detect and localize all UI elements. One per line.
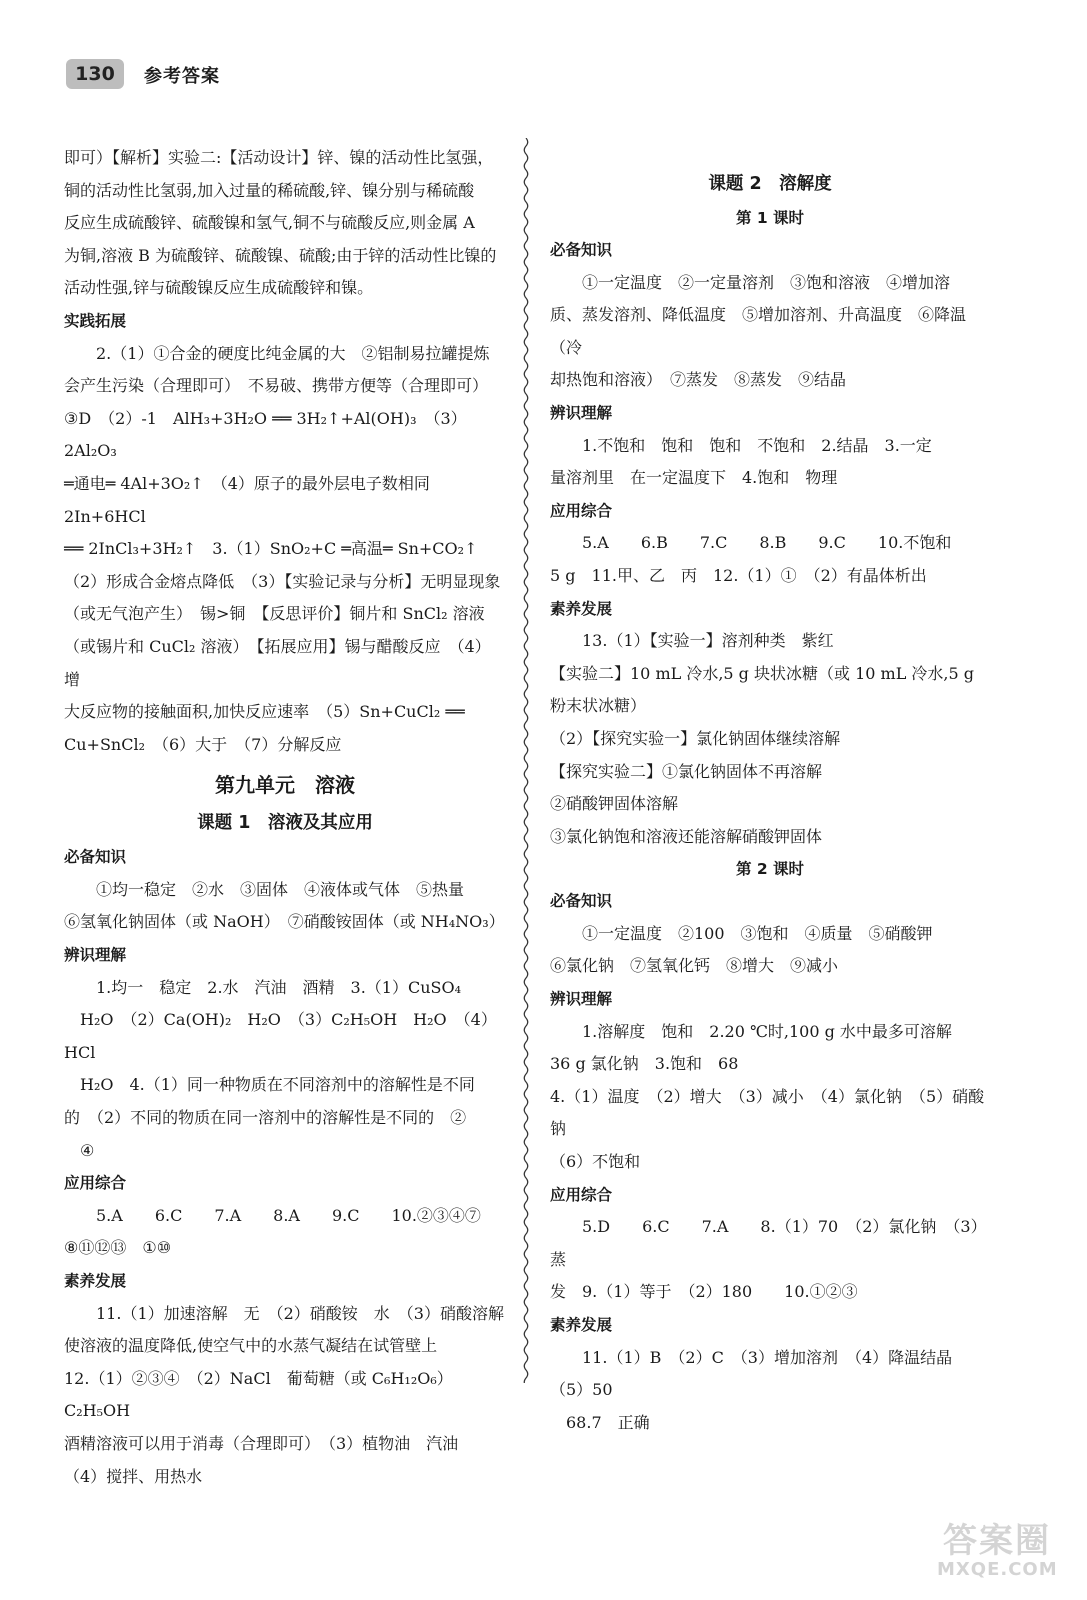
text-line: ①一定温度 ②100 ③饱和 ④质量 ⑤硝酸钾 xyxy=(582,923,933,943)
running-title: 参考答案 xyxy=(144,66,220,87)
section-heading: 必备知识 xyxy=(550,241,613,259)
column-divider xyxy=(521,138,531,1383)
text-line: ③D （2）-1 AlH₃+3H₂O ══ 3H₂↑+Al(OH)₃ （3）2Al₂O₃ xyxy=(64,408,467,461)
practice-block xyxy=(64,338,506,762)
text-line: （6）不饱和 xyxy=(550,1152,641,1172)
text-line: 活动性强,锌与硫酸镍反应生成硫酸锌和镍。 xyxy=(64,278,374,298)
section-heading: 素养发展 xyxy=(550,1316,613,1334)
text-line: 5 g 11.甲、乙 丙 12.（1）① （2）有晶体析出 xyxy=(550,565,927,585)
text-line: H₂O （2）Ca(OH)₂ H₂O （3）C₂H₅OH H₂O （4）HCl xyxy=(64,1010,497,1062)
text-line: 1.均一 稳定 2.水 汽油 酒精 3.（1）CuSO₄ xyxy=(96,977,462,997)
text-line: ⑥氯化钠 ⑦氢氧化钙 ⑧增大 ⑨减小 xyxy=(550,956,839,976)
text-line: ═通电═ 4Al+3O₂↑ （4）原子的最外层电子数相同 2In+6HCl xyxy=(64,473,446,526)
text-line: 11.（1）B （2）C （3）增加溶剂 （4）降温结晶 （5）50 xyxy=(550,1347,969,1400)
text-line: 1.溶解度 饱和 2.20 ℃时,100 g 水中最多可溶解 xyxy=(582,1021,952,1041)
text-line: 粉末状冰糖） xyxy=(550,696,647,716)
text-line: 的 （2）不同的物质在同一溶剂中的溶解性是不同的 ② xyxy=(64,1108,467,1128)
text-line: 4.（1）温度 （2）增大 （3）减小 （4）氯化钠 （5）硝酸钠 xyxy=(550,1086,985,1139)
text-line: H₂O 4.（1）同一种物质在不同溶剂中的溶解性是不同 xyxy=(80,1075,475,1095)
topic-title: 课题 2 溶解度 xyxy=(708,174,832,194)
text-line: Cu+SnCl₂ （6）大于 （7）分解反应 xyxy=(64,734,342,754)
section-heading: 辨识理解 xyxy=(64,946,127,965)
text-line: 13.（1）【实验一】溶剂种类 紫红 xyxy=(582,631,834,651)
text-line: 【实验二】10 mL 冷水,5 g 块状冰糖（或 10 mL 冷水,5 g xyxy=(550,663,975,683)
section-heading: 辨识理解 xyxy=(550,990,613,1009)
intro-block xyxy=(64,142,506,305)
watermark-bottom: MXQE.COM xyxy=(937,1559,1058,1580)
unit-title: 第九单元 溶液 xyxy=(215,773,355,798)
text-line: ⑥氢氧化钠固体（或 NaOH） ⑦硝酸铵固体（或 NH₄NO₃） xyxy=(64,912,505,932)
text-line: 1.不饱和 饱和 饱和 不饱和 2.结晶 3.一定 xyxy=(582,435,932,455)
section-heading: 必备知识 xyxy=(550,892,613,911)
text-line: 68.7 正确 xyxy=(566,1412,650,1432)
section-heading-practice: 实践拓展 xyxy=(64,311,127,330)
section-heading: 必备知识 xyxy=(64,848,127,867)
text-line: ⑧⑪⑫⑬ ①⑩ xyxy=(64,1238,172,1258)
text-line: 12.（1）②③④ （2）NaCl 葡萄糖（或 C₆H₁₂O₆） C₂H₅OH xyxy=(64,1368,461,1421)
text-line: 质、蒸发溶剂、降低温度 ⑤增加溶剂、升高温度 ⑥降温（冷 xyxy=(550,305,967,357)
text-line: 大反应物的接触面积,加快反应速率 （5）Sn+CuCl₂ ══ xyxy=(64,702,465,722)
text-line: ②硝酸钾固体溶解 xyxy=(550,794,679,814)
section-heading: 素养发展 xyxy=(64,1272,127,1290)
text-line: 会产生污染（合理即可） 不易破、携带方便等（合理即可） xyxy=(64,376,489,396)
text-line: （或无气泡产生） 锡>铜 【反思评价】铜片和 SnCl₂ 溶液 xyxy=(64,604,485,624)
section-heading: 应用综合 xyxy=(550,501,613,520)
text-line: ④ xyxy=(80,1140,95,1160)
watermark-top: 答案圈 xyxy=(943,1521,1051,1561)
text-line: （2）形成合金熔点降低 （3）【实验记录与分析】无明显现象 xyxy=(64,571,501,591)
text-line: 发 9.（1）等于 （2）180 10.①②③ xyxy=(550,1282,858,1302)
text-line: （4）搅拌、用热水 xyxy=(64,1466,203,1486)
topic-title: 课题 1 溶液及其应用 xyxy=(197,813,373,834)
text-line: 36 g 氯化钠 3.饱和 68 xyxy=(550,1054,739,1074)
text-line: ══ 2InCl₃+3H₂↑ 3.（1）SnO₂+C ═高温═ Sn+CO₂↑ xyxy=(64,539,478,559)
page-number-badge: 130 xyxy=(66,59,124,89)
left-column xyxy=(64,142,506,1493)
text-line: 酒精溶液可以用于消毒（合理即可） （3）植物油 汽油 xyxy=(64,1433,459,1453)
text-line: 铜的活动性比氢弱,加入过量的稀硫酸,锌、镍分别与稀硫酸 xyxy=(64,180,475,200)
section-heading: 应用综合 xyxy=(550,1185,613,1204)
text-line: （或锡片和 CuCl₂ 溶液） 【拓展应用】锡与醋酸反应 （4）增 xyxy=(64,636,491,689)
lesson-title: 第 2 课时 xyxy=(735,860,805,879)
text-line: 反应生成硫酸锌、硫酸镍和氢气,铜不与硫酸反应,则金属 A xyxy=(64,213,475,233)
text-line: （2）【探究实验一】氯化钠固体继续溶解 xyxy=(550,728,841,748)
watermark-logo xyxy=(937,1522,1057,1586)
text-line: 5.D 6.C 7.A 8.（1）70 （2）氯化钠 （3）蒸 xyxy=(550,1217,987,1269)
text-line: 【探究实验二】①氯化钠固体不再溶解 xyxy=(550,761,823,781)
section-heading: 辨识理解 xyxy=(550,403,613,422)
text-line: 5.A 6.C 7.A 8.A 9.C 10.②③④⑦ xyxy=(96,1205,481,1225)
section-heading: 应用综合 xyxy=(64,1174,127,1193)
text-line: ③氯化钠饱和溶液还能溶解硝酸钾固体 xyxy=(550,826,823,846)
text-line: 11.（1）加速溶解 无 （2）硝酸铵 水 （3）硝酸溶解 xyxy=(96,1303,504,1323)
text-line: 5.A 6.B 7.C 8.B 9.C 10.不饱和 xyxy=(582,533,952,553)
text-line: ①一定温度 ②一定量溶剂 ③饱和溶液 ④增加溶 xyxy=(582,272,951,292)
text-line: 为铜,溶液 B 为硫酸锌、硫酸镍、硫酸;由于锌的活动性比镍的 xyxy=(64,245,497,265)
text-line: 2.（1）①合金的硬度比纯金属的大 ②铝制易拉罐提炼 xyxy=(96,343,490,363)
text-line: 使溶液的温度降低,使空气中的水蒸气凝结在试管壁上 xyxy=(64,1336,438,1356)
section-heading: 素养发展 xyxy=(550,599,613,618)
lesson-title: 第 1 课时 xyxy=(735,209,805,227)
right-column xyxy=(550,166,990,1439)
text-line: 量溶剂里 在一定温度下 4.饱和 物理 xyxy=(550,468,838,488)
text-line: ①均一稳定 ②水 ③固体 ④液体或气体 ⑤热量 xyxy=(96,879,465,899)
text-line: 即可）【解析】实验二:【活动设计】锌、镍的活动性比氢强， xyxy=(64,148,494,167)
text-line: 却热饱和溶液） ⑦蒸发 ⑧蒸发 ⑨结晶 xyxy=(550,370,847,390)
